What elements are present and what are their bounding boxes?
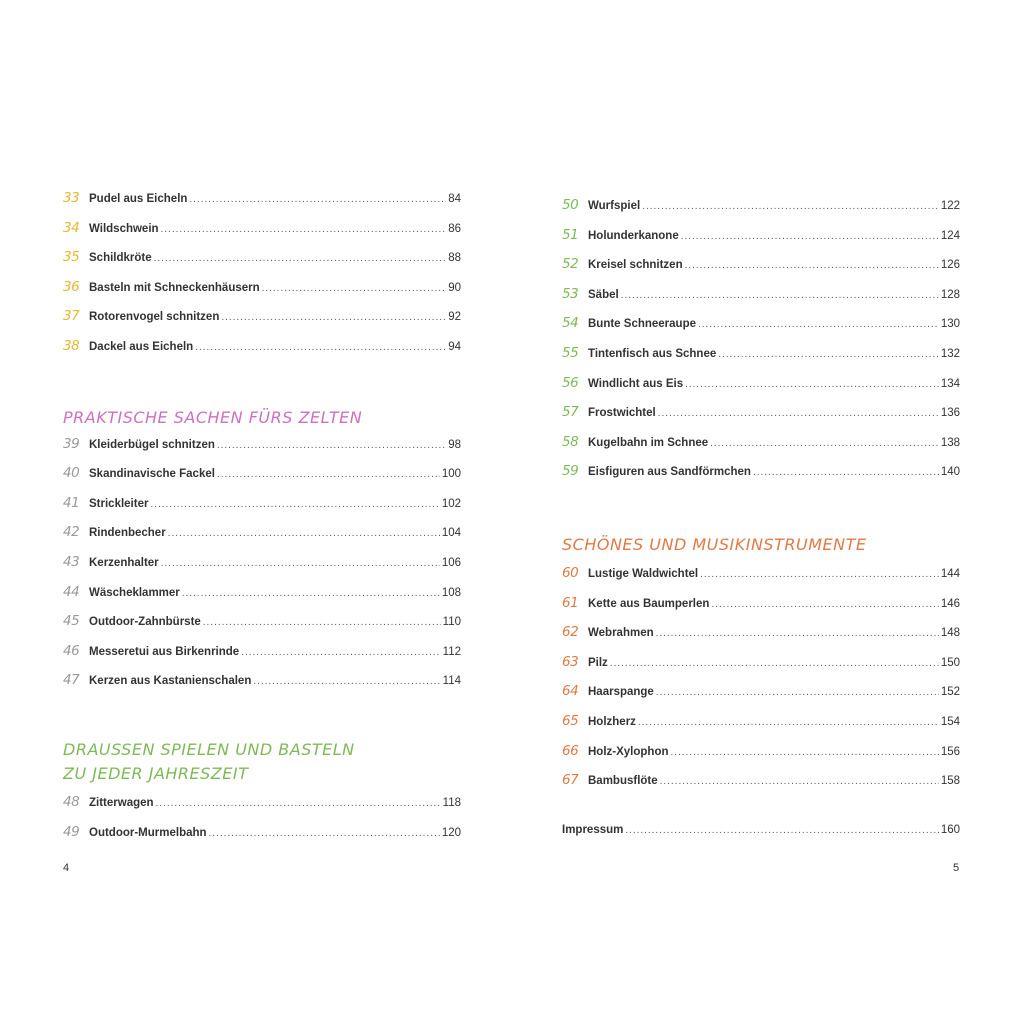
section-heading-musikinstrumente: SCHÖNES UND MUSIKINSTRUMENTE <box>562 534 867 554</box>
toc-entry[interactable]: 46 Messeretui aus Birkenrinde . . . 112 <box>63 643 461 673</box>
right-page-toc <box>562 197 960 853</box>
toc-entry[interactable]: 45 Outdoor-Zahnbürste . . . 110 <box>63 613 461 643</box>
toc-group-left-3 <box>63 794 461 853</box>
toc-entry[interactable]: 58 Kugelbahn im Schnee . . . 138 <box>562 434 960 464</box>
toc-entry[interactable]: 44 Wäscheklammer . . . 108 <box>63 584 461 614</box>
toc-entry[interactable]: 40 Skandinavische Fackel . . . 100 <box>63 465 461 495</box>
toc-entry[interactable]: 60 Lustige Waldwichtel . . . 144 <box>562 565 960 595</box>
toc-entry[interactable]: 55 Tintenfisch aus Schnee . . . 132 <box>562 345 960 375</box>
toc-entry[interactable]: 61 Kette aus Baumperlen . . . 146 <box>562 595 960 625</box>
toc-group-left-2 <box>63 436 461 702</box>
page-number-right: 5 <box>953 862 960 874</box>
toc-entry[interactable]: 56 Windlicht aus Eis . . . 134 <box>562 375 960 405</box>
toc-group-right-1 <box>562 197 960 493</box>
toc-entry[interactable]: 47 Kerzen aus Kastanienschalen . . . 114 <box>63 672 461 702</box>
toc-entry[interactable]: 62 Webrahmen . . . 148 <box>562 624 960 654</box>
toc-entry[interactable]: 50 Wurfspiel . . . 122 <box>562 197 960 227</box>
toc-entry[interactable]: 35 Schildkröte . . . 88 <box>63 249 461 279</box>
toc-entry[interactable]: 66 Holz-Xylophon . . . 156 <box>562 743 960 773</box>
section-heading-line: DRAUSSEN SPIELEN UND BASTELN <box>63 739 355 759</box>
toc-entry[interactable]: 57 Frostwichtel . . . 136 <box>562 404 960 434</box>
toc-entry[interactable]: 67 Bambusflöte . . . 158 <box>562 772 960 802</box>
toc-group-left-1 <box>63 190 461 368</box>
section-heading-line: ZU JEDER JAHRESZEIT <box>63 763 249 783</box>
toc-entry[interactable]: 38 Dackel aus Eicheln . . . 94 <box>63 338 461 368</box>
section-heading-zelten: PRAKTISCHE SACHEN FÜRS ZELTEN <box>63 407 363 427</box>
toc-entry[interactable]: 34 Wildschwein . . . 86 <box>63 220 461 250</box>
toc-entry[interactable]: 33 Pudel aus Eicheln . . . 84 <box>63 190 461 220</box>
toc-entry[interactable]: 52 Kreisel schnitzen . . . 126 <box>562 256 960 286</box>
toc-entry[interactable]: 41 Strickleiter . . . 102 <box>63 495 461 525</box>
toc-entry[interactable]: 63 Pilz . . . 150 <box>562 654 960 684</box>
page-number-left: 4 <box>63 862 70 874</box>
toc-entry[interactable]: 53 Säbel . . . 128 <box>562 286 960 316</box>
toc-entry[interactable]: 48 Zitterwagen . . . 118 <box>63 794 461 824</box>
left-page-toc <box>63 190 461 853</box>
toc-entry[interactable]: 37 Rotorenvogel schnitzen . . . 92 <box>63 308 461 338</box>
toc-group-right-2 <box>562 565 960 802</box>
toc-entry[interactable]: 59 Eisfiguren aus Sandförmchen . . . 140 <box>562 463 960 493</box>
toc-entry[interactable]: 39 Kleiderbügel schnitzen . . . 98 <box>63 436 461 466</box>
toc-entry[interactable]: 54 Bunte Schneeraupe . . . 130 <box>562 315 960 345</box>
section-heading-draussen <box>63 738 461 786</box>
toc-entry[interactable]: 36 Basteln mit Schneckenhäusern . . . 90 <box>63 279 461 309</box>
toc-entry[interactable]: 43 Kerzenhalter . . . 106 <box>63 554 461 584</box>
toc-entry[interactable]: 42 Rindenbecher . . . 104 <box>63 524 461 554</box>
toc-entry[interactable]: 65 Holzherz . . . 154 <box>562 713 960 743</box>
toc-entry[interactable]: 49 Outdoor-Murmelbahn . . . 120 <box>63 824 461 854</box>
toc-entry[interactable]: 64 Haarspange . . . 152 <box>562 683 960 713</box>
toc-entry-impressum[interactable]: Impressum . . . 160 <box>562 824 960 854</box>
toc-entry[interactable]: 51 Holunderkanone . . . 124 <box>562 227 960 257</box>
